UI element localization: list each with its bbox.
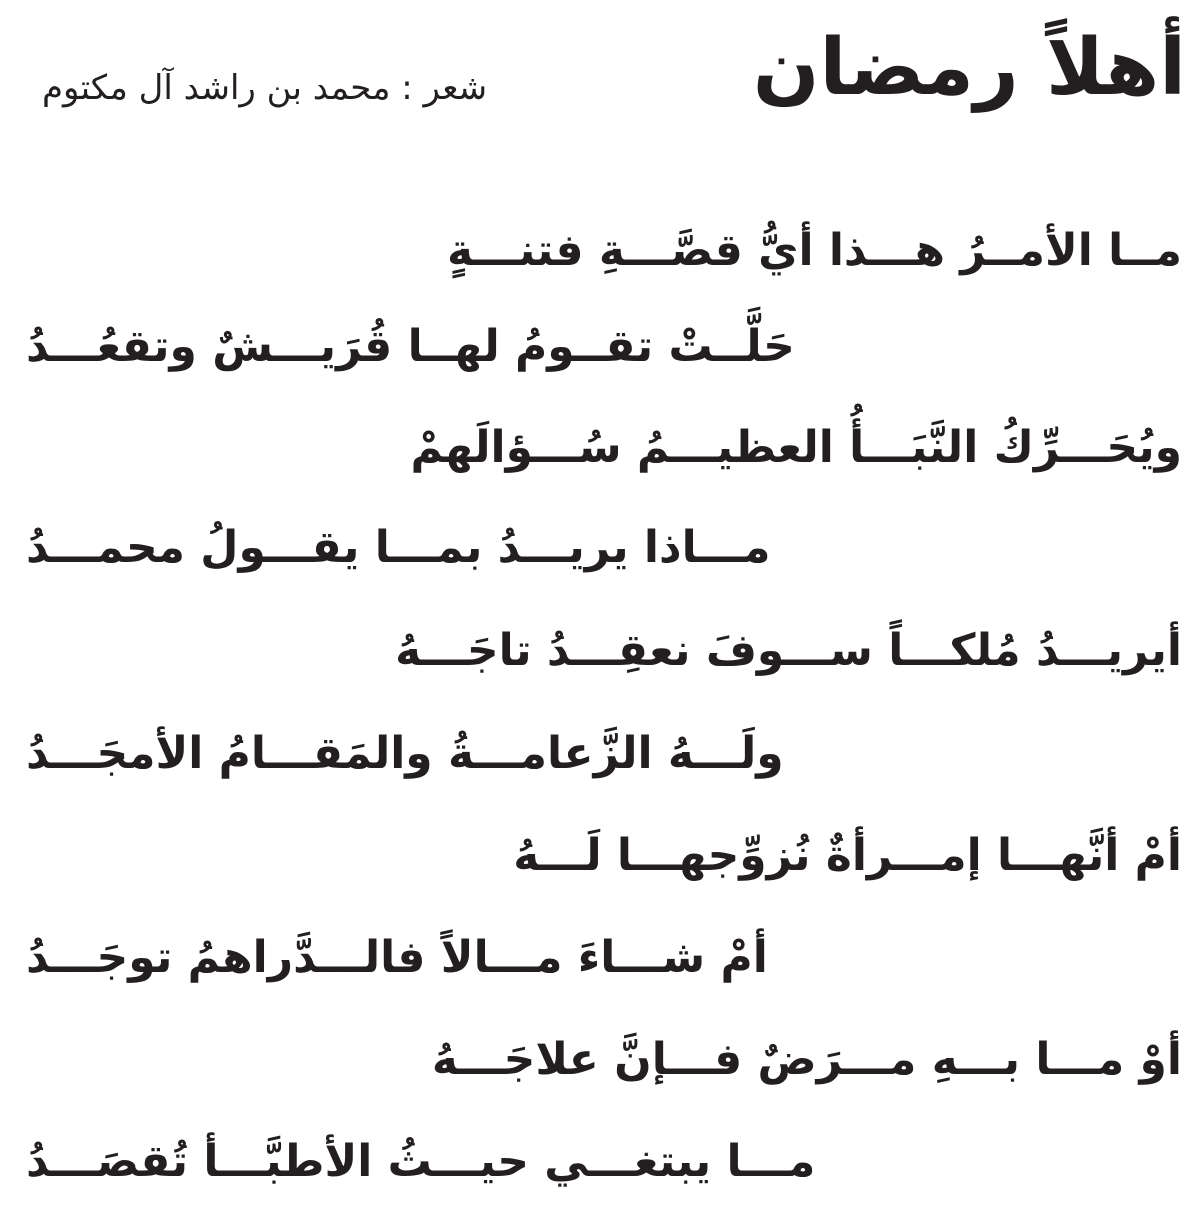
verse-line: ولَـــهُ الزَّعامـــةُ والمَقـــامُ الأمجَـــدُ [26,728,784,779]
verse-line: أوْ مـــا بـــهِ مـــرَضٌ فـــإنَّ علاجَـــهُ [431,1034,1182,1085]
verse-line: أيريـــدُ مُلكـــاً ســـوفَ نعقِـــدُ تاجَـــهُ [395,625,1182,676]
verse-line: مـــا يبتغـــي حيـــثُ الأطبَّـــأ تُقصَـــدُ [26,1136,816,1187]
verse-line: مــا الأمــرُ هـــذا أيُّ قصَّـــةِ فتنـــةٍ [446,225,1182,276]
poem-title: أهلاً رمضان [752,23,1186,113]
verse-line: ويُحَـــرِّكُ النَّبَـــأُ العظيـــمُ سُـــؤالَهمْ [410,422,1182,473]
poem-author-byline: شعر : محمد بن راشد آل مكتوم [42,68,488,108]
verse-line: مـــاذا يريـــدُ بمـــا يقـــولُ محمـــدُ [26,522,771,573]
verse-line: أمْ أنَّهـــا إمـــرأةٌ نُزوِّجهـــا لَـــهُ [513,830,1182,881]
verse-line: حَلَّــتْ تقــومُ لهــا قُرَيـــشٌ وتقعُـــدُ [26,321,795,372]
verse-line: أمْ شـــاءَ مـــالاً فالـــدَّراهمُ توجَـــدُ [26,932,768,983]
